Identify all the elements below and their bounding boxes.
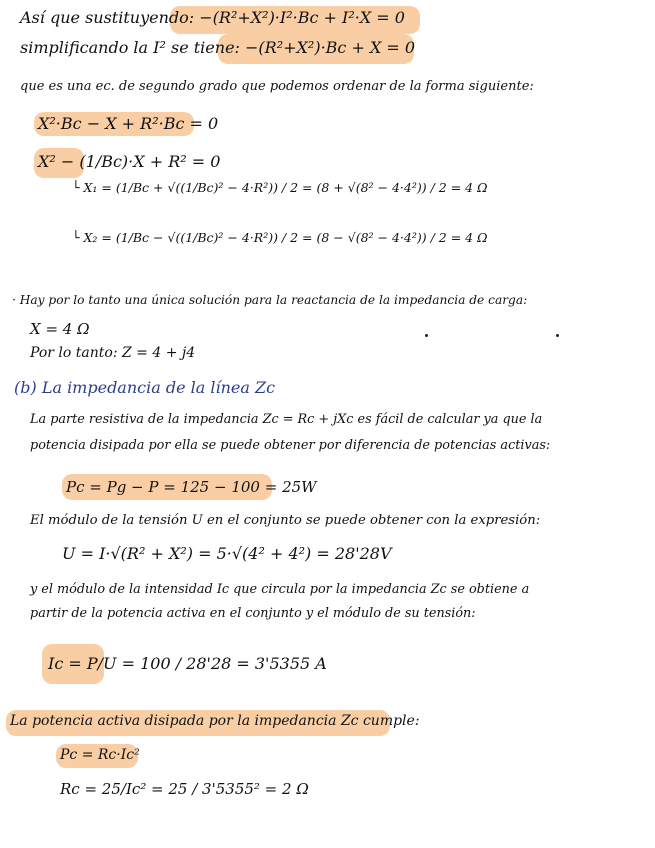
text-line-resistive-part: La parte resistiva de la impedancia Zc = Rc + jXc es fácil de calcular ya que la xyxy=(30,412,543,427)
text-line-dissipated-power: potencia disipada por ella se puede obtener por diferencia de potencias activas: xyxy=(30,438,551,453)
equation-root-x2: └ X₂ = (1/Bc − √((1/Bc)² − 4·R²)) / 2 = (8 − √(8² − 4·4²)) / 2 = 4 Ω xyxy=(72,230,488,245)
equation-normalized: X² − (1/Bc)·X + R² = 0 xyxy=(38,152,221,171)
equation-pc: Pc = Pg − P = 125 − 100 = 25W xyxy=(66,478,317,496)
text-line-single-solution: · Hay por lo tanto una única solución para la reactancia de la impedancia de carga: xyxy=(12,293,528,307)
text-line-active-power: La potencia activa disipada por la impedancia Zc cumple: xyxy=(10,713,420,729)
equation-rc: Rc = 25/Ic² = 25 / 3'5355² = 2 Ω xyxy=(60,780,309,798)
equation-pc-rc: Pc = Rc·Ic² xyxy=(60,747,140,763)
equation-load-impedance: Por lo tanto: Z = 4 + j4 xyxy=(30,345,196,361)
text-line-substitution: Así que sustituyendo: −(R²+X²)·I²·Bc + I²·X = 0 xyxy=(20,8,405,27)
ink-dot xyxy=(556,334,559,337)
text-line-current-source: partir de la potencia activa en el conjunto y el módulo de su tensión: xyxy=(30,606,476,621)
section-heading-b: (b) La impedancia de la línea Zc xyxy=(14,378,276,397)
equation-quadratic: X²·Bc − X + R²·Bc = 0 xyxy=(38,114,219,133)
equation-voltage: U = I·√(R² + X²) = 5·√(4² + 4²) = 28'28V xyxy=(62,544,392,563)
text-line-current-module: y el módulo de la intensidad Ic que circula por la impedancia Zc se obtiene a xyxy=(30,582,530,597)
equation-current: Ic = P/U = 100 / 28'28 = 3'5355 A xyxy=(48,654,327,673)
ink-dot xyxy=(425,334,428,337)
text-line-voltage-module: El módulo de la tensión U en el conjunto se puede obtener con la expresión: xyxy=(30,513,541,528)
text-line-simplify: simplificando la I² se tiene: −(R²+X²)·Bc + X = 0 xyxy=(20,38,416,57)
equation-x-value: X = 4 Ω xyxy=(30,320,90,338)
text-line-quadratic-intro: que es una ec. de segundo grado que podemos ordenar de la forma siguiente: xyxy=(20,79,534,94)
equation-root-x1: └ X₁ = (1/Bc + √((1/Bc)² − 4·R²)) / 2 = (8 + √(8² − 4·4²)) / 2 = 4 Ω xyxy=(72,180,488,195)
